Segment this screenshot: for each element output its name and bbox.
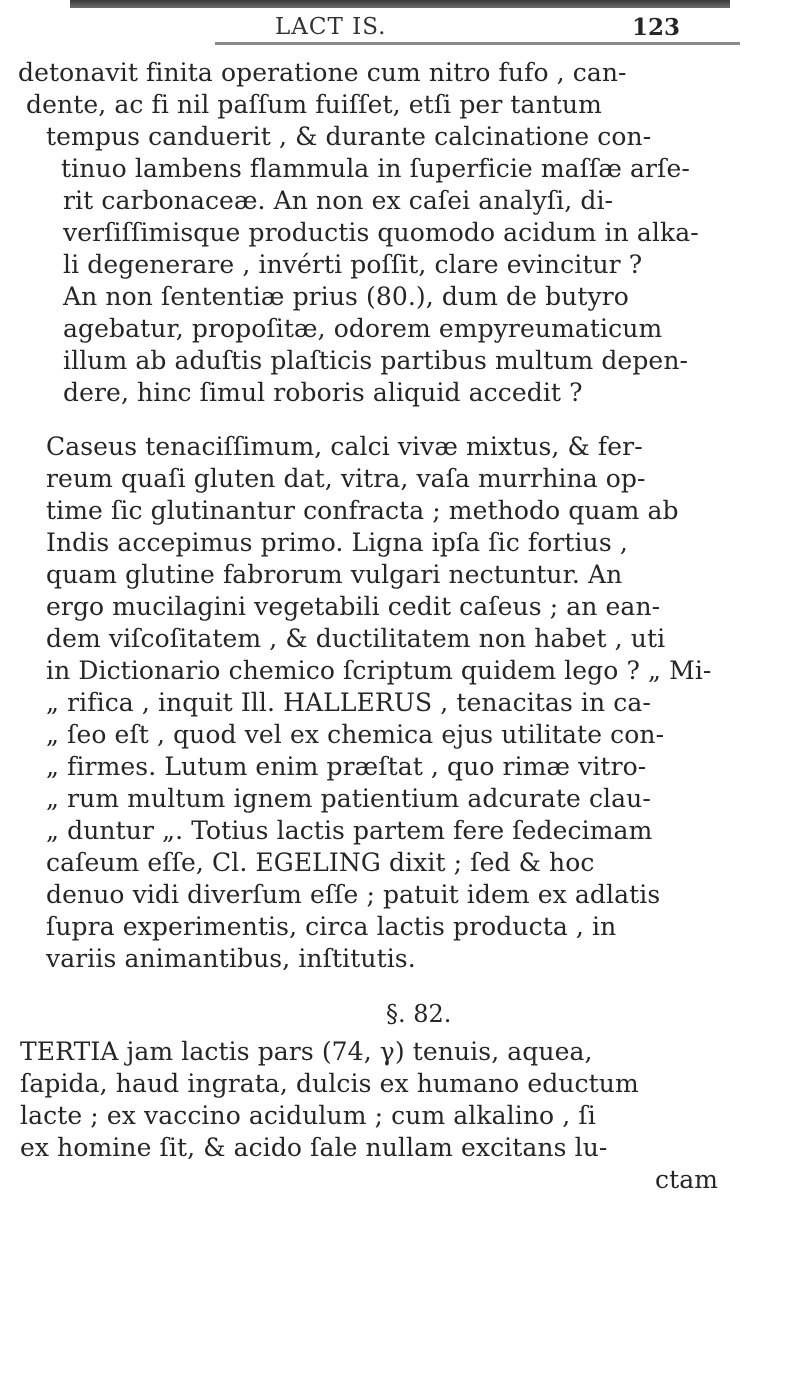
text-line: agebatur, propoſitæ, odorem empyreumaticum (63, 314, 663, 343)
text-line: caſeum eſſe, Cl. EGELING dixit ; ſed & hoc (46, 848, 595, 877)
running-head: LACT IS. (275, 14, 387, 40)
text-line: variis animantibus, inſtitutis. (46, 944, 416, 973)
text-line: „ rifica , inquit Ill. HALLERUS , tenacitas in ca- (46, 688, 651, 717)
text-line: tempus canduerit , & durante calcinatione con- (46, 122, 652, 151)
text-line: dem viſcoſitatem , & ductilitatem non habet , uti (46, 624, 666, 653)
text-line: „ ſeo eſt , quod vel ex chemica ejus utilitate con- (46, 720, 665, 749)
text-line: ex homine ſit, & acido ſale nullam excitans lu- (20, 1133, 608, 1162)
page-header (170, 8, 710, 44)
text-line: quam glutine fabrorum vulgari nectuntur. An (46, 560, 623, 589)
section-number: §. 82. (386, 1000, 452, 1028)
header-rule (215, 42, 740, 45)
text-line: „ firmes. Lutum enim præſtat , quo rimæ vitro- (46, 752, 647, 781)
text-line: reum quaſi gluten dat, vitra, vaſa murrhina op- (46, 464, 646, 493)
text-line: „ rum multum ignem patientium adcurate clau- (46, 784, 651, 813)
text-line: tinuo lambens flammula in ſuperficie maſſæ arſe- (61, 154, 690, 183)
text-line: detonavit finita operatione cum nitro fufo , can- (18, 58, 627, 87)
text-line: verſiſſimisque productis quomodo acidum in alka- (63, 218, 699, 247)
text-line: An non ſententiæ prius (80.), dum de butyro (63, 282, 629, 311)
text-line: Caseus tenaciſſimum, calci vivæ mixtus, & fer- (46, 432, 643, 461)
text-line: dente, ac fi nil paſſum fuiſſet, etſi per tantum (26, 90, 602, 119)
text-line: li degenerare , invérti poſſit, clare evincitur ? (63, 250, 643, 279)
top-border-rule (70, 0, 730, 8)
text-line: „ duntur „. Totius lactis partem fere ſedecimam (46, 816, 653, 845)
text-line: ergo mucilagini vegetabili cedit caſeus ; an ean- (46, 592, 661, 621)
text-line: rit carbonaceæ. An non ex caſei analyſi, di- (63, 186, 614, 215)
catchword: ctam (655, 1165, 719, 1194)
text-line: in Dictionario chemico ſcriptum quidem lego ? „ Mi- (46, 656, 712, 685)
text-line: illum ab aduſtis plaſticis partibus multum depen- (63, 346, 689, 375)
text-line: dere, hinc ſimul roboris aliquid accedit ? (63, 378, 583, 407)
text-line: TERTIA jam lactis pars (74, γ) tenuis, aquea, (20, 1037, 593, 1066)
text-line: time ſic glutinantur confracta ; methodo quam ab (46, 496, 679, 525)
page-number: 123 (631, 14, 680, 41)
text-line: ſapida, haud ingrata, dulcis ex humano eductum (20, 1069, 639, 1098)
text-line: lacte ; ex vaccino acidulum ; cum alkalino , ſi (20, 1101, 596, 1130)
text-line: Indis accepimus primo. Ligna ipſa ſic fortius , (46, 528, 628, 557)
text-line: denuo vidi diverſum eſſe ; patuit idem ex adlatis (46, 880, 661, 909)
text-line: ſupra experimentis, circa lactis producta , in (46, 912, 617, 941)
